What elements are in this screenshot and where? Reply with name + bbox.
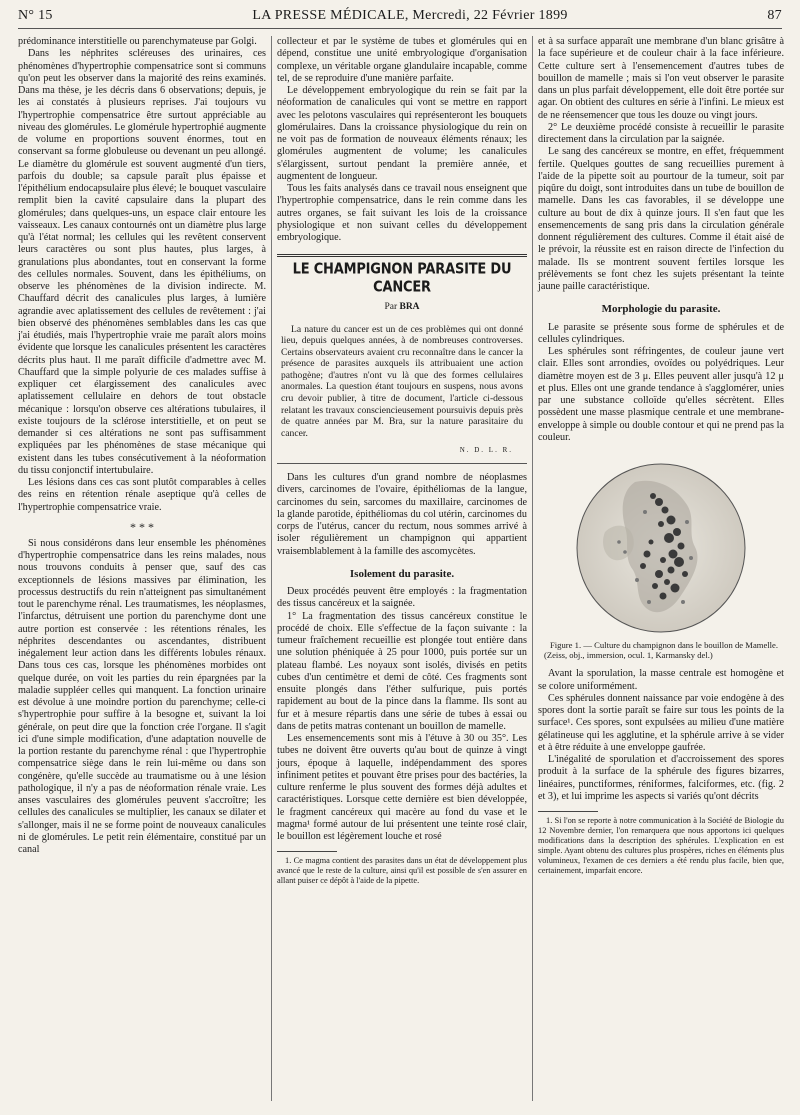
page-number: 87 xyxy=(767,8,782,23)
page-header xyxy=(18,8,782,29)
paragraph: Le sang des cancéreux se montre, en effet, fréquemment fertile. Quelques gouttes de sang recueillies purement à l'aide de la pipette soit au pourtour de la tumeur, soit par piqûre du doigt, sont introduites dans un tube de bouillon de mamelle. Dans les cas favorables, il se développe une culture au bout de dix à quinze jours. Il s'en faut que les ensemencements de sang pris dans la circulation générale donnent régulièrement des cultures. Comme il était aisé de le prévoir, la réussite est en raison directe de l'infection du malade. Ils se montrent souvent fertiles lorsque les prélèvements se font chez les sujets présentant la teinte jaune paille caractéristique. xyxy=(538,146,784,292)
caption-text: Figure 1. — Culture du champignon dans le bouillon de Mamelle. (Zeiss, obj., immersion, ocul. 1, Karmansky del.) xyxy=(544,640,778,661)
paragraph: Avant la sporulation, la masse centrale est homogène et se colore uniformément. xyxy=(538,668,784,692)
issue-number: N° 15 xyxy=(18,8,53,23)
figure-caption xyxy=(538,640,784,660)
paragraph: Les lésions dans ces cas sont plutôt comparables à celles des reins en rétention rénale aseptique qu'à celles de l'hypertrophie compensatrice vraie. xyxy=(18,477,266,513)
paragraph: Le parasite se présente sous forme de sphérules et de cellules cylindriques. xyxy=(538,321,784,345)
paragraph: Les ensemencements sont mis à l'étuve à 30 ou 35°. Les tubes ne doivent être ouverts qu'au bout de quinze à vingt jours, époque à laquelle, indépendamment des spores infiniment petites et pouvant être prises pour des bactéries, la culture renferme le plus souvent des formes déjà adultes et caractéristiques. Lorsque cette dernière est bien développée, le fragment cancéreux qui macère au fond du vase et le magma¹ formé autour de lui présentent une teinte rosé clair, le bouillon est légèrement louche et rosé xyxy=(277,733,527,843)
column-divider xyxy=(271,36,272,1101)
paragraph: 2° Le deuxième procédé consiste à recueillir le parasite directement dans la circulation par la saignée. xyxy=(538,121,784,145)
byline-prefix: Par xyxy=(384,302,398,313)
paragraph: Dans les néphrites scléreuses des urinaires, ces phénomènes d'hypertrophie compensatrice sont si communs qu'on peut les observer dans la majorité des reins examinés. Dans ma thèse, je les décris dans 6 observations; depuis, je les ai constatés à plusieurs reprises. J'ai toujours vu l'hypertrophie compensatrice être surtout appréciable au niveau des glomérules. Le glomérule hypertrophié augmente de volume en proportions souvent énormes, tout en conservant sa forme globuleuse ou devenant un peu allongé. Le diamètre du glomérule est souvent augmenté d'un tiers, parfois du double; sa capsule paraît plus épaisse et l'épithélium endocapsulaire plus élevé; le bouquet vasculaire remplit bien la cavité capsulaire dans la plupart des glomérules; dans quelques-uns, un espace clair entoure les vaisseaux. Les canaux contournés ont un diamètre plus large qu'à l'état normal; les cellules qui les revêtent conservent leurs caractères ou sont plus hautes, plus larges, à granulations plus abondantes, tout en conservant la forme des cellules normales. Souvent, dans les épithéliums, on observe les phénomènes de la division indirecte. M. Chauffard décrit des canalicules plus larges, à lumière agrandie avec aplatissement des cellules de revêtement : j'ai bien observé des phénomènes semblables dans les cas que j'ai étudiés, mais l'hypertrophie vraie me paraît alors moins évidente que lorsque les canalicules présentent les caractères décrits plus haut. Il me paraît difficile d'admettre avec M. Chauffard que la simple polyurie de ces malades suffise à expliquer cet élargissement des canalicules avec aplatissement cellulaire en dehors de tout obstacle mécanique : lorsqu'on observe ces altérations tubulaires, il existe toujours de la sclérose interstitielle, et on peut se demander si ces altérations ne sont pas suffisamment expliquées par les phénomènes de stase mécanique qui existent dans les tubes consécutivement à la néoformation du tissu conjonctif intertubulaire. xyxy=(18,48,266,476)
paragraph: Si nous considérons dans leur ensemble les phénomènes d'hypertrophie compensatrice dans les reins malades, nous nous trouvons conduits à penser que, sauf des cas exceptionnels de lésions massives par élimination, les processus destructifs du rein n'atteignent pas simultanément tout le parenchyme rénal. Les traumatismes, les néoplasmes, l'infarctus, détruisent une portion du parenchyme dont une autre portion est conservée : les rétentions rénales, les néphrites descendantes ou ascendantes, distribuent inégalement leur action dans les différents lobules rénaux. Dans tous ces cas, lorsque les phénomènes morbides ont quelque durée, on voit les parties du rein épargnées par la maladie suppléer celles qui manquent. La fonction urinaire est dévolue à une moindre portion du parenchyme; celle-ci s'hypertrophie pour suffire à la besogne et, suivant la loi générale, on peut dire que la fonction crée l'organe. Il s'agit ici d'une simple modification, d'une adaptation nouvelle de la portion restante du parenchyme rénal : que l'hypertrophie compensatrice siège dans le rein lui-même ou dans son congénère, qu'elle succède au traumatisme ou à une lésion pathologique, il n'y a pas de néoformation rénale vraie. Les anses vasculaires des glomérules peuvent s'accroître; les cellules des canalicules se multiplier, les canaux se dilater et s'allonger, mais il ne se forme point de nouveaux canalicules ni de glomérules. Le petit rein élémentaire, constitué par un canal xyxy=(18,537,266,855)
paragraph: Ces sphérules donnent naissance par voie endogène à des spores dont la sortie paraît se faire sur tous les points de la surface¹. Ces spores, sont expulsées au milieu d'une matière gélatineuse qui les agglutine, et la sphérule arrive à se vider et à être réduite à une enveloppe gaufrée. xyxy=(538,692,784,753)
editorial-signature: N. D. L. R. xyxy=(459,446,513,455)
column-left xyxy=(18,36,266,856)
intro-text: La nature du cancer est un de ces problèmes qui ont donné lieu, depuis quelques années, à de nombreuses controverses. Certains observateurs avaient cru reconnaître dans le cancer la présence de parasites auxquels ils attribuaient une action pathogène; d'autres n'ont vu là que des formes cellulaires anormales. La question étant toujours en suspens, nous avons cru devoir publier, à titre de document, l'article ci-dessous relatant les travaux consciencieusement poursuivis depuis près de quatre années par M. Bra, sur la nature parasitaire du cancer. xyxy=(281,323,523,439)
figure-1 xyxy=(538,462,784,634)
paragraph: Tous les faits analysés dans ce travail nous enseignent que l'hypertrophie compensatrice, dans le rein comme dans les autres organes, se fait suivant les lois de la croissance physiologique et non suivant celles du développement embryologique. xyxy=(277,183,527,243)
paragraph: Le développement embryologique du rein se fait par la néoformation de canalicules qui vont se mettre en rapport avec les pelotons vasculaires qui représenteront les bouquets glomérulaires. Dans la croissance physiologique du rein on ne voit pas de formation de nouveaux éléments rénaux; les glomérules augmentent de volume; les canalicules s'élargissent, surtout pendant la première année, et augmentent de longueur. xyxy=(277,85,527,182)
footnote-text: 1. Ce magma contient des parasites dans un état de développement plus avancé que le reste de la culture, ainsi qu'il est possible de s'en assurer en allant puiser ce dépôt à l'aide de la pipette. xyxy=(277,856,527,886)
byline-author: BRA xyxy=(399,302,420,313)
article-title: LE CHAMPIGNON PARASITE DU CANCER xyxy=(292,260,512,297)
paragraph: 1° La fragmentation des tissus cancéreux constitue le procédé de choix. Elle s'effectue de la façon suivante : la tumeur fraîchement recueillie est plongée tout entière dans une solution phéniquée à 25 pour 1000, puis portée sur un plateau flambé. Les noyaux sont isolés, divisés en petits cubes d'un centimètre et demi de côté. Ces fragments sont ensuite plongés dans l'éther sulfurique, puis portés rapidement au bout de la pince dans la flamme. Ils sont au fur et à mesure répartis dans une série de tubes à essai ou dans de petits matras contenant un bouillon de mamelle. xyxy=(277,610,527,732)
byline xyxy=(277,301,527,313)
footnote xyxy=(277,856,527,886)
paragraph: Deux procédés peuvent être employés : la fragmentation des tissus cancéreux et la saignée. xyxy=(277,586,527,610)
article-header xyxy=(277,254,527,464)
column-middle xyxy=(277,36,527,886)
paragraph: L'inégalité de sporulation et d'accroissement des spores produit à la surface de la sphérule des figures bizarres, linéaires, punctiformes, réniformes, falciformes, etc. (fig. 2 et 3), et lui imprime les aspects si variés qu'ont décrits xyxy=(538,754,784,802)
footnote-rule xyxy=(538,811,598,812)
paragraph: Les sphérules sont réfringentes, de couleur jaune vert clair. Elles sont arrondies, ovoïdes ou polyédriques. Leur diamètre moyen est de 3 μ. Elles peuvent aller jusqu'à 12 μ et plus. Elles ont une grande tendance à s'agglomérer, unies par une substance colloïde qu'elles sécrètent. Elles possèdent une masse plasmique centrale et une membrane-enveloppe à simple ou double contour et qui ne prend pas la couleur. xyxy=(538,346,784,443)
section-heading-isolation: Isolement du parasite. xyxy=(349,567,455,580)
footnote xyxy=(538,816,784,876)
paragraph: prédominance interstitielle ou parenchymateuse par Golgi. xyxy=(18,36,257,47)
paragraph: et à sa surface apparaît une membrane d'un blanc grisâtre à la face supérieure et de couleur chair à la face inférieure. Cette culture sert à l'ensemencement d'autres tubes de bouillon de mamelle ; mais si l'on veut observer le parasite dans un plus parfait développement, elle doit être portée sur agar. On obtient des cultures en série à l'infini. Le mieux est de ne réensemencer que tous les douze ou vingt jours. xyxy=(538,36,784,121)
section-separator: * * * xyxy=(130,519,154,534)
footnote-rule xyxy=(277,851,337,852)
section-heading-morphology: Morphologie du parasite. xyxy=(601,303,721,316)
column-divider xyxy=(532,36,533,1101)
footnote-text: 1. Si l'on se reporte à notre communication à la Société de Biologie du 12 Novembre dernier, l'on remarquera que nous apportons ici quelques modifications dans la description des sphérules. L'explication en est simple. Ayant obtenu des cultures plus prospères, riches en éléments plus volumineux, l'examen de ces derniers a été rendu plus facile, bien que, certainement, imparfait encore. xyxy=(538,816,784,876)
journal-title: LA PRESSE MÉDICALE, Mercredi, 22 Février 1899 xyxy=(252,8,568,23)
editorial-intro xyxy=(277,324,527,458)
paragraph: collecteur et par le système de tubes et glomérules qui en dépend, constitue une unité embryologique d'organisation complexe, un véritable organe glandulaire incapable, comme tel, de se reproduire d'une manière parfaite. xyxy=(277,36,527,84)
column-right xyxy=(538,36,784,876)
microscope-culture-illustration xyxy=(575,462,747,634)
paragraph: Dans les cultures d'un grand nombre de néoplasmes divers, carcinomes de l'ovaire, épithéliomas de la langue, carcinomes du sein, sarcomes du maxillaire, carcinomes de la glande parotide, épithéliomas du col utérin, carcinomes du corps de l'utérus, cancer du rectum, nous sommes arrivé à isoler régulièrement un champignon qui appartient vraisemblablement à la famille des ascomycètes. xyxy=(277,472,527,557)
